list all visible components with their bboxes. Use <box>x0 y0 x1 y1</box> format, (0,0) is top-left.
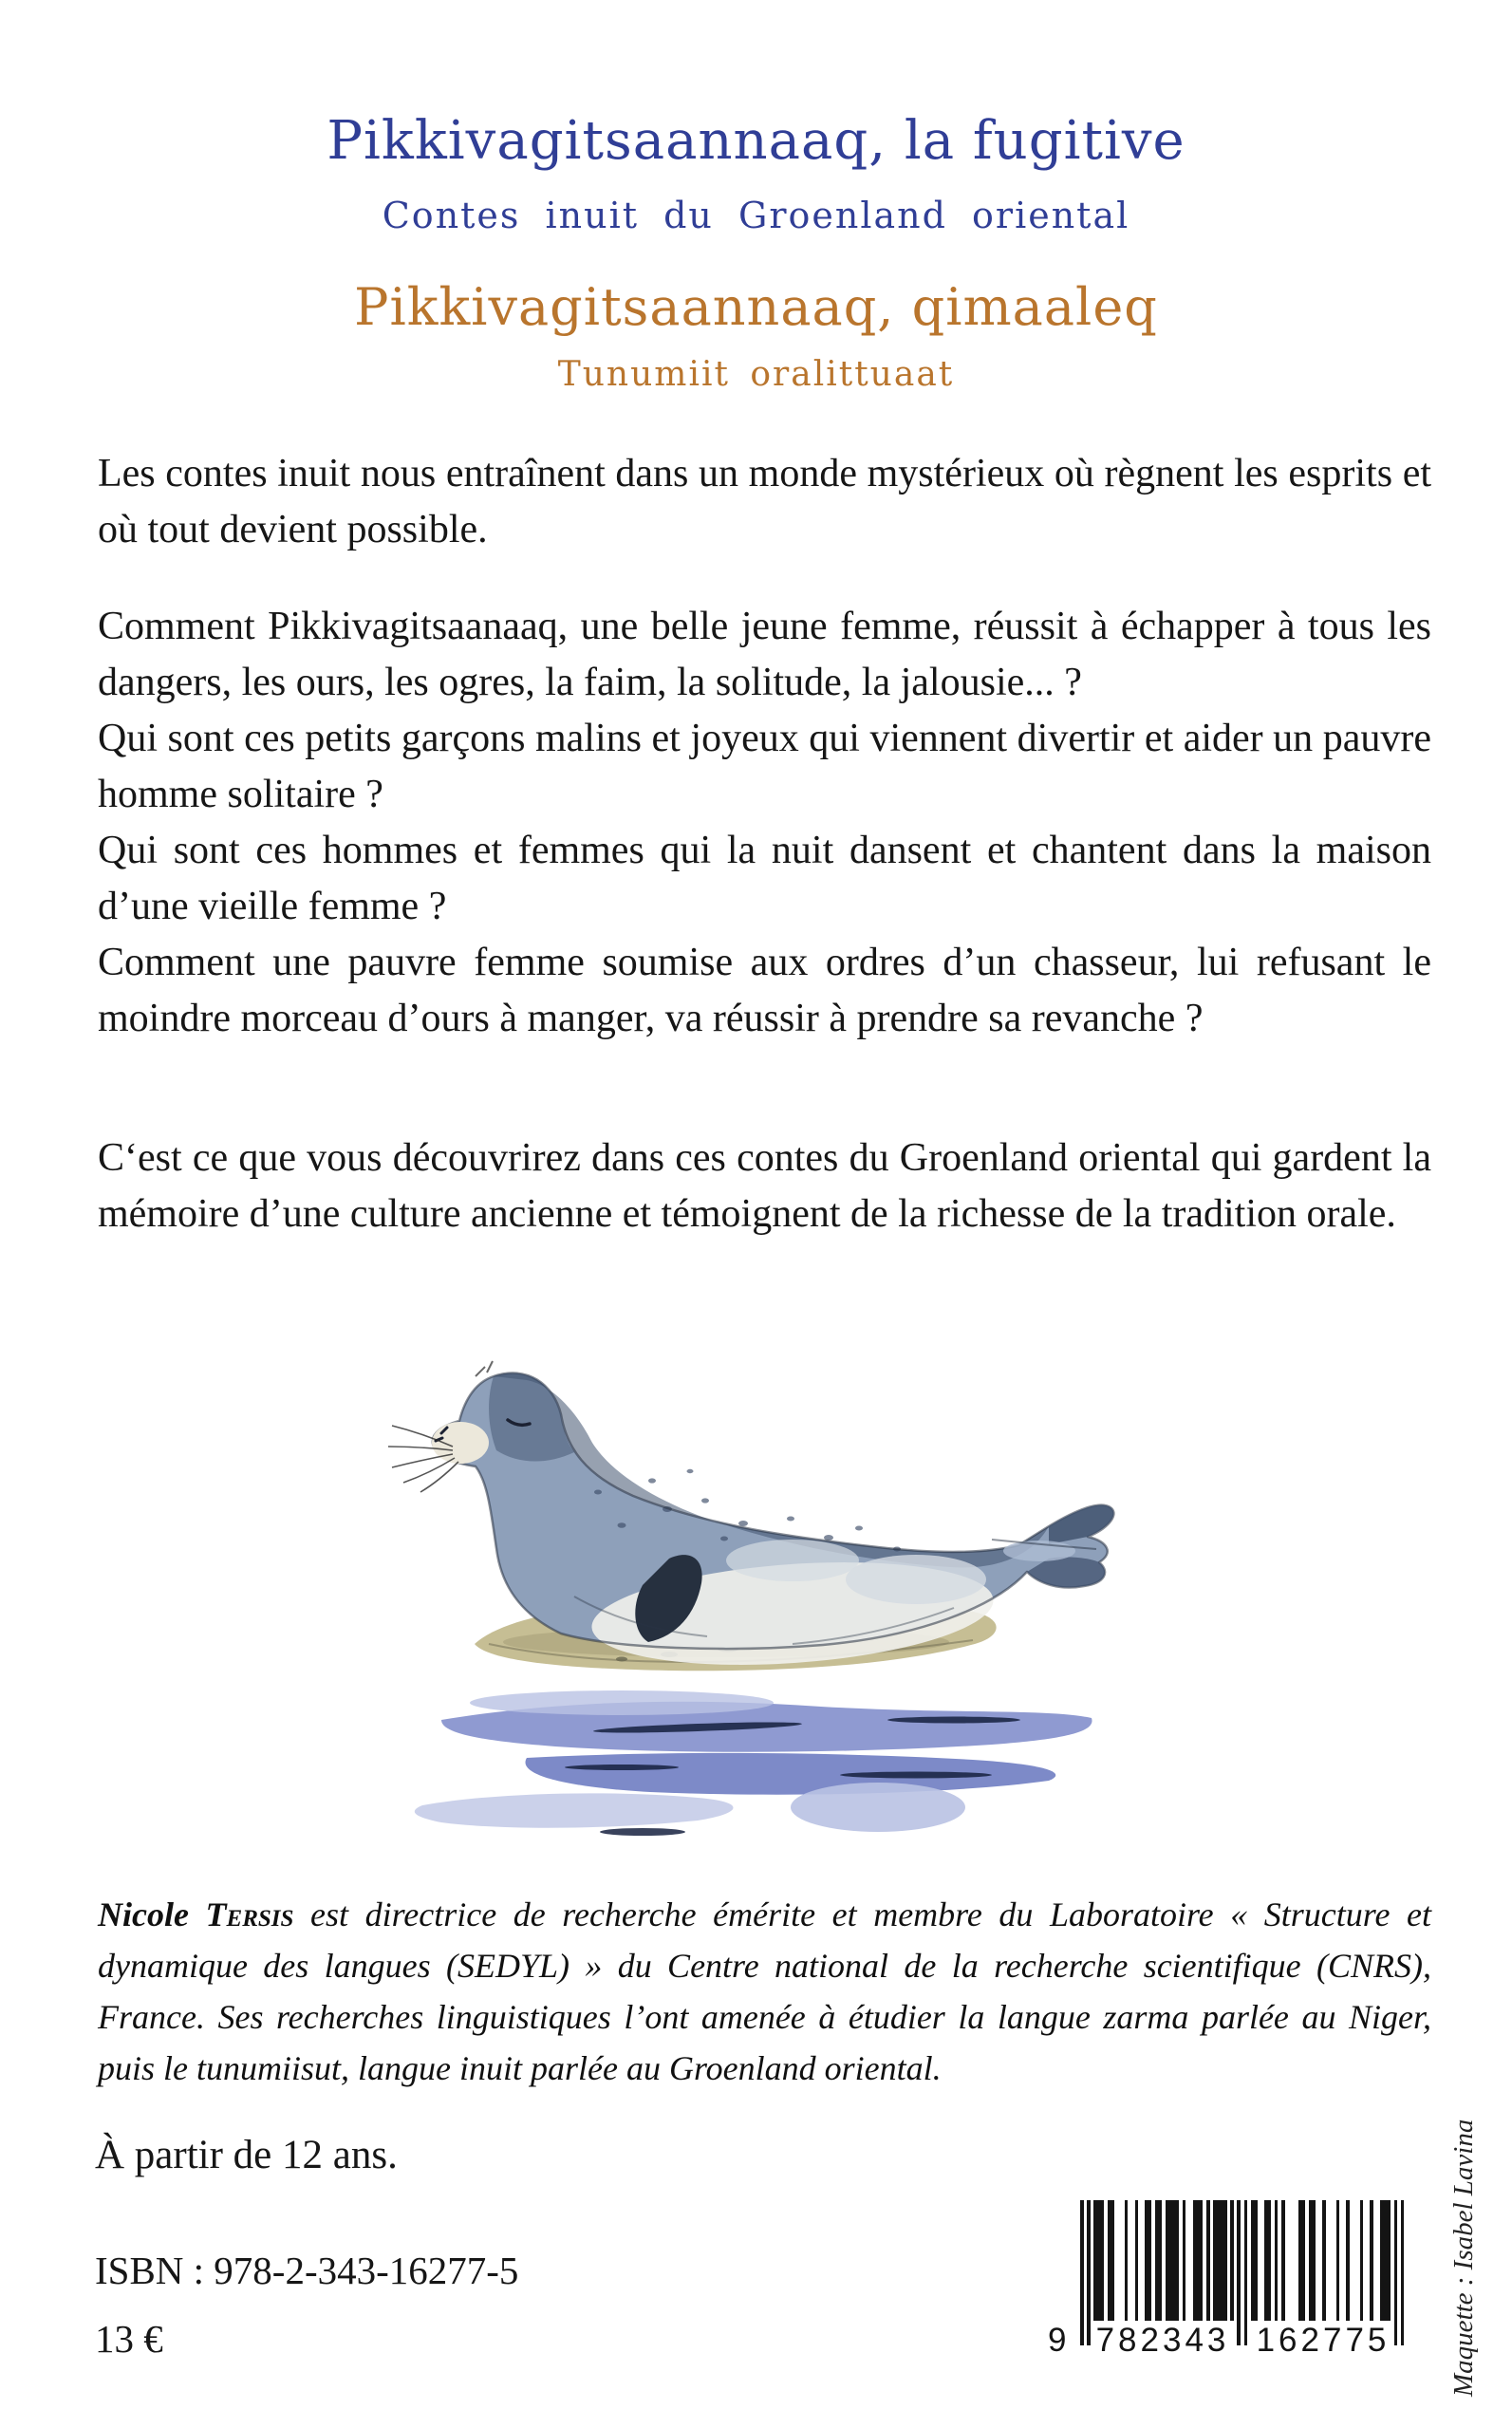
synopsis-question: Qui sont ces hommes et femmes qui la nuit dansent et chantent dans la maison d’une vieille femme ? <box>98 829 1431 928</box>
synopsis-questions <box>98 599 1431 1047</box>
subtitle-tunumiisut: Tunumiit oralittuaat <box>557 355 955 394</box>
water-wash <box>415 1690 1092 1836</box>
layout-credit-vertical: Maquette : Isabel Lavina <box>1448 2119 1479 2397</box>
seal-brow-ticks <box>476 1361 493 1376</box>
barcode-digit-prefix: 9 <box>1048 2322 1067 2359</box>
synopsis-question: Comment une pauvre femme soumise aux ordres d’un chasseur, lui refusant le moindre morceau d’ours à manger, va réussir à prendre sa revanche ? <box>98 941 1431 1040</box>
title-tunumiisut: Pikkivagitsaannaaq, qimaaleq <box>354 277 1158 337</box>
synopsis-closing: C‘est ce que vous découvrirez dans ces contes du Groenland oriental qui gardent la mémoire d’une culture ancienne et témoignent de la richesse de la tradition orale. <box>98 1136 1431 1236</box>
seal-muzzle <box>432 1422 489 1464</box>
barcode-digits-group1: 782343 <box>1092 2322 1233 2360</box>
title-french: Pikkivagitsaannaaq, la fugitive <box>327 110 1185 172</box>
author-bio-text: est directrice de recherche émérite et membre du Laboratoire « Structure et dynamique des langues (SEDYL) » du Centre national de la recherche scientifique (CNRS), France. Ses recherches linguistiques l’ont amenée à étudier la langue zarma parlée au Niger, puis le tunumiisut, langue inuit parlée au Groenland oriental. <box>98 1895 1431 2087</box>
age-recommendation: À partir de 12 ans. <box>95 2133 398 2177</box>
synopsis-intro-block <box>98 446 1431 558</box>
author-name: Nicole Tersis <box>98 1895 294 1933</box>
synopsis-question: Qui sont ces petits garçons malins et joyeux qui viennent divertir et aider un pauvre homme solitaire ? <box>98 717 1431 816</box>
isbn-text: ISBN : 978-2-343-16277-5 <box>95 2249 519 2292</box>
synopsis-question: Comment Pikkivagitsaanaaq, une belle jeune femme, réussit à échapper à tous les dangers, les ours, les ogres, la faim, la solitude, la jalousie... ? <box>98 605 1431 704</box>
subtitle-french: Contes inuit du Groenland oriental <box>382 195 1130 236</box>
synopsis-intro: Les contes inuit nous entraînent dans un monde mystérieux où règnent les esprits et où tout devient possible. <box>98 452 1431 551</box>
author-bio <box>98 1889 1431 2094</box>
synopsis-closing-block <box>98 1130 1431 1242</box>
barcode-digits <box>1048 2316 1405 2360</box>
price-text: 13 € <box>95 2317 163 2361</box>
seal-illustration <box>384 1359 1132 1853</box>
barcode-digits-group2: 162775 <box>1254 2322 1392 2360</box>
barcode <box>1048 2200 1405 2362</box>
